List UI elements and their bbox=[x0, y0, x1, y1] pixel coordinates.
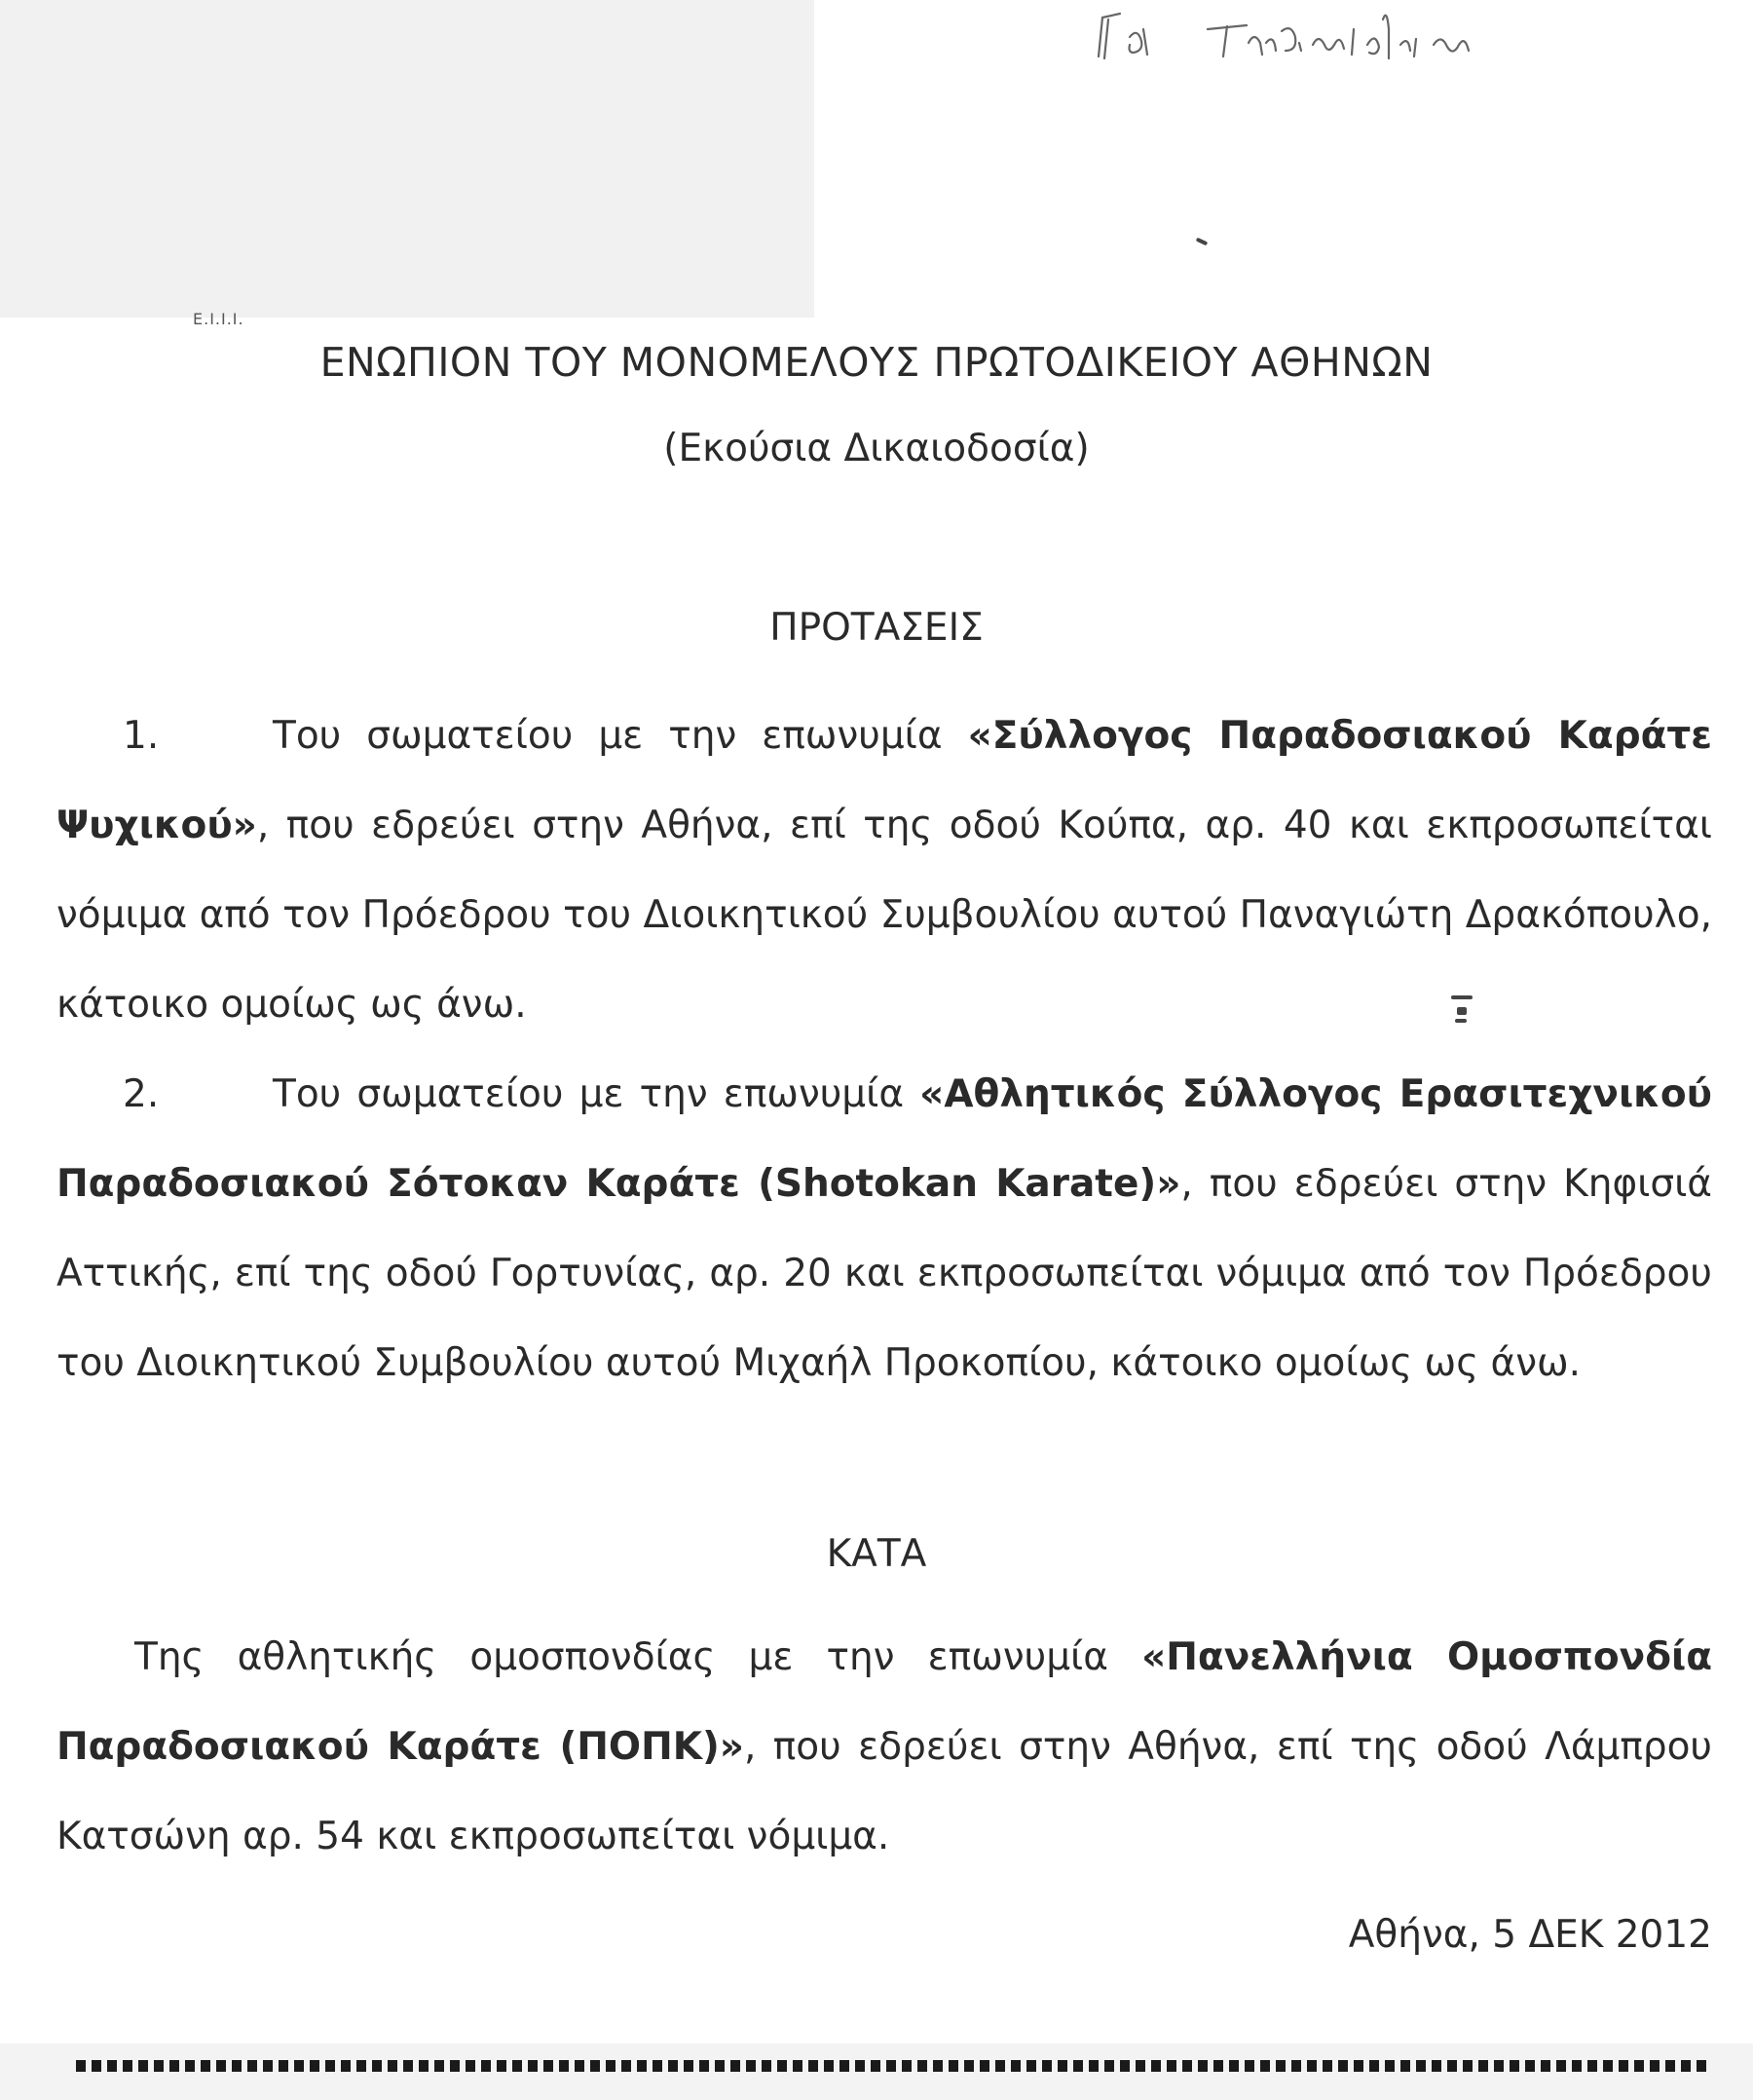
party-paragraph-1 bbox=[56, 692, 1712, 1050]
jurisdiction-subheading: (Εκούσια Δικαιοδοσία) bbox=[663, 427, 1090, 470]
respondent-details: , που εδρεύει στην Αθήνα, επί της οδού Λάμπρου Κατσώνη αρ. 54 και εκπροσωπείται νόμιμα. bbox=[56, 1725, 1712, 1858]
scan-speck bbox=[1196, 238, 1209, 246]
perforated-edge bbox=[76, 2060, 1708, 2072]
party-details: , που εδρεύει στην Κηφισιά Αττικής, επί της οδού Γορτυνίας, αρ. 20 και εκπροσωπείται νόμιμα από τον Πρόεδρου του Διοικητικού Συμβουλίου αυτού Μιχαήλ Προκοπίου, κάτοικο ομοίως ως άνω. bbox=[56, 1162, 1712, 1385]
party-intro: Του σωματείου με την επωνυμία bbox=[273, 1072, 920, 1116]
place-date: Αθήνα, 5 ΔΕΚ 2012 bbox=[1348, 1913, 1712, 1957]
party-paragraph-2 bbox=[56, 1050, 1712, 1408]
respondent-name: «Πανελλήνια Ομοσπονδία Παραδοσιακού Καράτε (ΠΟΠΚ)» bbox=[56, 1635, 1712, 1769]
scanned-fragment: Ε.Ι.Ι.Ι. bbox=[193, 310, 244, 328]
section-heading-against: ΚΑΤΑ bbox=[826, 1532, 927, 1576]
list-number: 2. bbox=[123, 1072, 160, 1116]
handwritten-note bbox=[1091, 0, 1617, 78]
party-name: «Σύλλογος Παραδοσιακού Καράτε Ψυχικού» bbox=[56, 714, 1713, 847]
section-heading-proposals: ΠΡΟΤΑΣΕΙΣ bbox=[769, 606, 984, 650]
respondent-paragraph bbox=[56, 1613, 1712, 1882]
party-intro: Του σωματείου με την επωνυμία bbox=[273, 714, 968, 758]
list-number: 1. bbox=[123, 714, 160, 758]
scan-edge bbox=[0, 2044, 1753, 2100]
court-heading: ΕΝΩΠΙΟΝ ΤΟΥ ΜΟΝΟΜΕΛΟΥΣ ΠΡΩΤΟΔΙΚΕΙΟΥ ΑΘΗΝΩΝ bbox=[319, 339, 1434, 386]
party-details: , που εδρεύει στην Αθήνα, επί της οδού Κούπα, αρ. 40 και εκπροσωπείται νόμιμα από τον Πρόεδρου του Διοικητικού Συμβουλίου αυτού Παναγιώτη Δρακόπουλο, κάτοικο ομοίως ως άνω. bbox=[56, 804, 1712, 1027]
redacted-area bbox=[0, 0, 814, 318]
respondent-intro: Της αθλητικής ομοσπονδίας με την επωνυμία bbox=[134, 1635, 1142, 1679]
party-name: «Αθλητικός Σύλλογος Ερασιτεχνικού Παραδοσιακού Σότοκαν Καράτε (Shotokan Karate)» bbox=[56, 1072, 1713, 1206]
